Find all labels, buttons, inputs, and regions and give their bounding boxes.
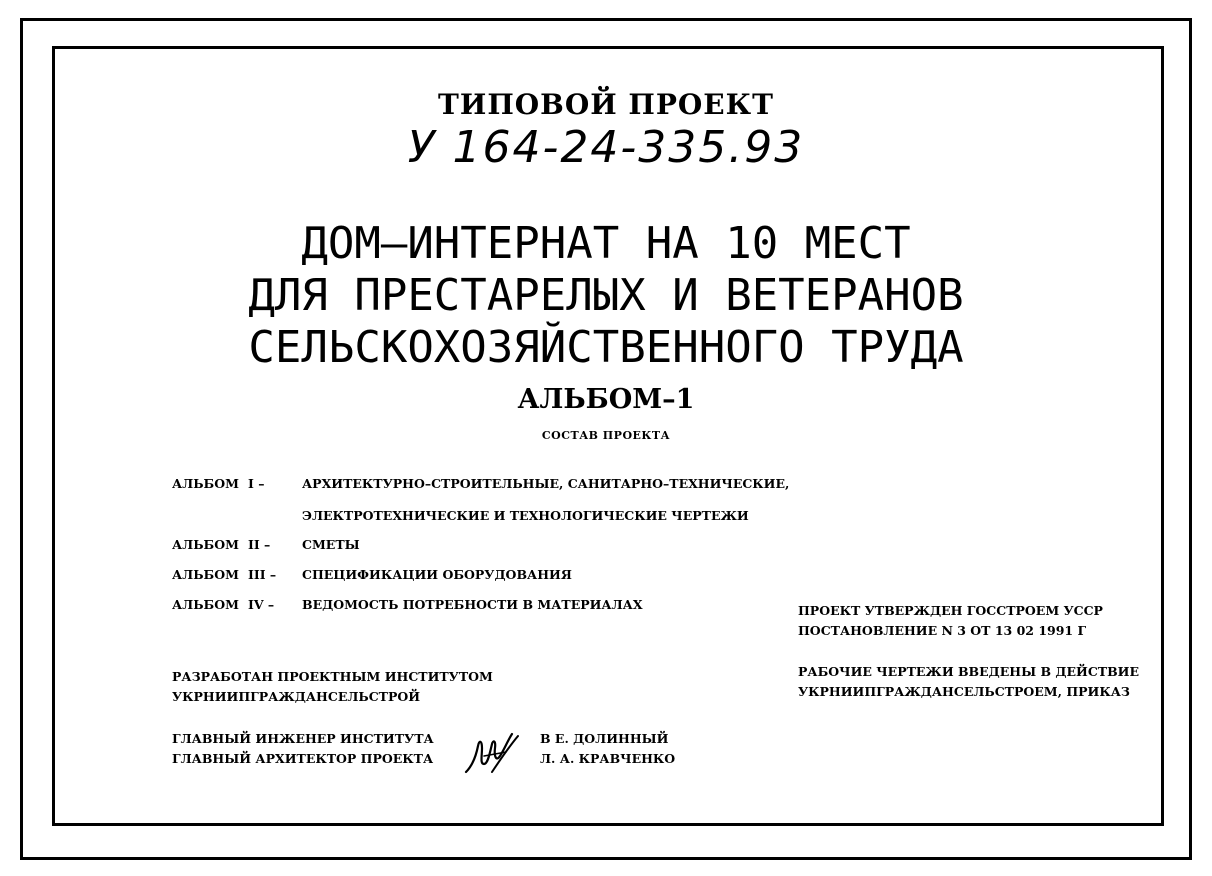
- album-1-number: I –: [248, 476, 265, 491]
- title-line-1: ДОМ–ИНТЕРНАТ НА 10 МЕСТ: [301, 218, 911, 269]
- album-1-desc-line-2: ЭЛЕКТРОТЕХНИЧЕСКИЕ И ТЕХНОЛОГИЧЕСКИЕ ЧЕРТЕЖИ: [302, 508, 749, 523]
- approval-line-1: ПРОЕКТ УТВЕРЖДЕН ГОССТРОЕМ УССР: [798, 603, 1103, 618]
- handwritten-signature: [462, 726, 522, 778]
- album-4-label: АЛЬБОМ: [172, 597, 239, 612]
- enactment-line-2: УКРНИИПГРАЖДАНСЕЛЬСТРОЕМ, ПРИКАЗ: [798, 684, 1130, 699]
- title-line-2: ДЛЯ ПРЕСТАРЕЛЫХ И ВЕТЕРАНОВ: [248, 270, 964, 321]
- album-2-number: II –: [248, 537, 271, 552]
- album-1-desc-line-1: АРХИТЕКТУРНО–СТРОИТЕЛЬНЫЕ, САНИТАРНО–ТЕХНИЧЕСКИЕ,: [302, 476, 790, 491]
- chief-engineer-role: ГЛАВНЫЙ ИНЖЕНЕР ИНСТИТУТА: [172, 731, 434, 746]
- enactment-line-1: РАБОЧИЕ ЧЕРТЕЖИ ВВЕДЕНЫ В ДЕЙСТВИЕ: [798, 664, 1139, 679]
- project-type-heading: ТИПОВОЙ ПРОЕКТ: [438, 88, 774, 121]
- chief-architect-name: Л. А. КРАВЧЕНКО: [540, 751, 676, 766]
- album-2-label: АЛЬБОМ: [172, 537, 239, 552]
- album-4-desc: ВЕДОМОСТЬ ПОТРЕБНОСТИ В МАТЕРИАЛАХ: [302, 597, 643, 612]
- developer-line-1: РАЗРАБОТАН ПРОЕКТНЫМ ИНСТИТУТОМ: [172, 669, 493, 684]
- chief-engineer-name: В Е. ДОЛИННЫЙ: [540, 731, 669, 746]
- album-3-desc: СПЕЦИФИКАЦИИ ОБОРУДОВАНИЯ: [302, 567, 572, 582]
- composition-heading: СОСТАВ ПРОЕКТА: [541, 429, 671, 442]
- album-3-label: АЛЬБОМ: [172, 567, 239, 582]
- album-3-number: III –: [248, 567, 277, 582]
- project-code: У 164-24-335.93: [407, 122, 805, 173]
- developer-line-2: УКРНИИПГРАЖДАНСЕЛЬСТРОЙ: [172, 689, 421, 704]
- album-4-number: IV –: [248, 597, 275, 612]
- album-title: АЛЬБОМ–1: [517, 384, 695, 415]
- album-2-desc: СМЕТЫ: [302, 537, 360, 552]
- title-line-3: СЕЛЬСКОХОЗЯЙСТВЕННОГО ТРУДА: [248, 322, 964, 373]
- approval-line-2: ПОСТАНОВЛЕНИЕ N 3 ОТ 13 02 1991 Г: [798, 623, 1087, 638]
- chief-architect-role: ГЛАВНЫЙ АРХИТЕКТОР ПРОЕКТА: [172, 751, 434, 766]
- album-1-label: АЛЬБОМ: [172, 476, 239, 491]
